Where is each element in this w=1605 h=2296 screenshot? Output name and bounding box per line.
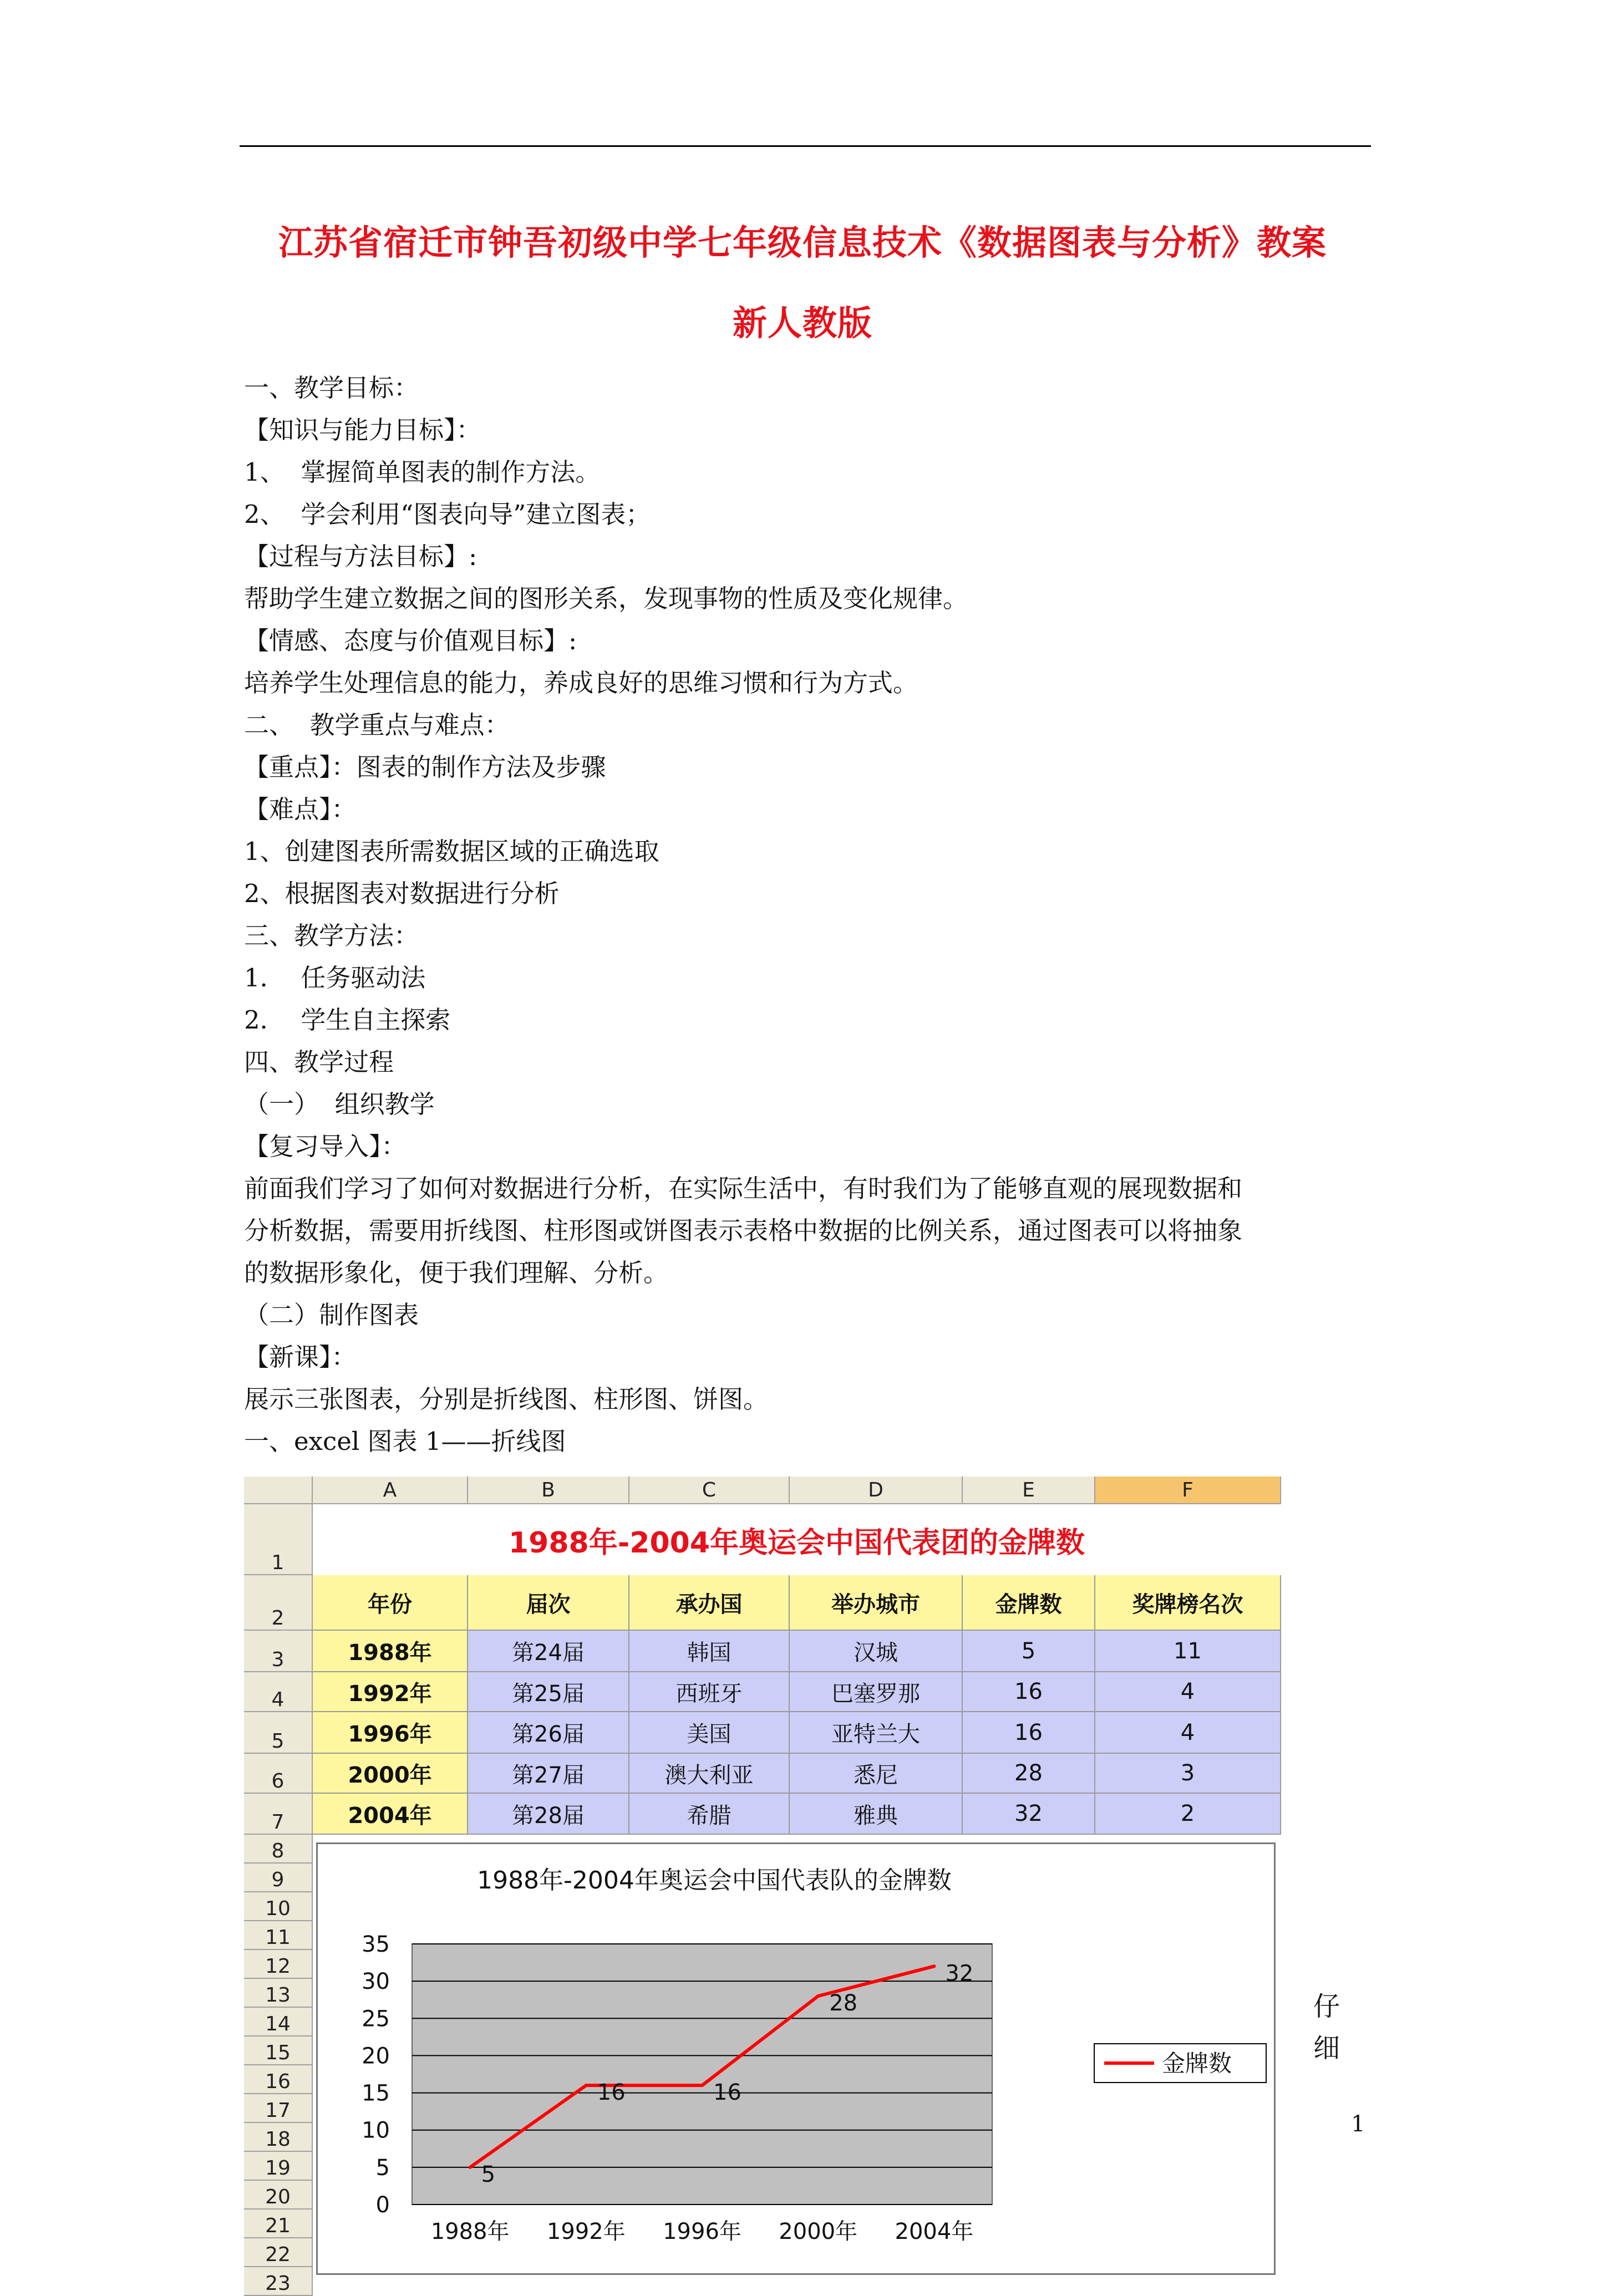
body-line: （二）制作图表 <box>244 1300 419 1330</box>
line-chart[interactable] <box>316 1842 1276 2275</box>
x-tick-label: 1992年 <box>546 2219 626 2244</box>
data-cell[interactable]: 亚特兰大 <box>790 1712 963 1754</box>
data-cell[interactable]: 16 <box>963 1712 1095 1754</box>
header-cell[interactable]: 举办城市 <box>790 1575 963 1631</box>
row-header[interactable]: 18 <box>244 2123 313 2152</box>
x-tick-label: 2004年 <box>895 2219 974 2244</box>
y-tick-label: 10 <box>362 2117 390 2144</box>
body-line: 【新课】： <box>244 1342 357 1372</box>
data-point <box>816 1994 820 1998</box>
row-header[interactable]: 17 <box>244 2094 313 2123</box>
data-cell[interactable]: 雅典 <box>790 1794 963 1835</box>
body-line: 【复习导入】： <box>244 1132 407 1161</box>
data-cell[interactable]: 2 <box>1095 1794 1281 1835</box>
data-cell[interactable]: 28 <box>963 1754 1095 1794</box>
body-line: 展示三张图表，分别是折线图、柱形图、饼图。 <box>244 1384 769 1414</box>
row-header[interactable]: 3 <box>244 1631 313 1672</box>
page-number: 1 <box>1351 2111 1365 2137</box>
row-header[interactable]: 19 <box>244 2152 313 2181</box>
row-header[interactable]: 6 <box>244 1754 313 1794</box>
data-cell[interactable]: 第27届 <box>468 1754 629 1794</box>
body-line: 2、 学会利用“图表向导”建立图表； <box>244 500 651 529</box>
row-header[interactable]: 2 <box>244 1575 313 1631</box>
body-line: 分析数据，需要用折线图、柱形图或饼图表示表格中数据的比例关系，通过图表可以将抽象 <box>244 1216 1243 1245</box>
data-cell[interactable]: 5 <box>963 1631 1095 1672</box>
data-cell[interactable]: 4 <box>1095 1672 1281 1712</box>
data-cell[interactable]: 希腊 <box>629 1794 790 1835</box>
body-line: （一） 组织教学 <box>244 1090 435 1119</box>
data-cell[interactable]: 1996年 <box>313 1712 468 1754</box>
body-line: 【难点】： <box>244 795 357 824</box>
row-header[interactable]: 10 <box>244 1892 313 1921</box>
y-tick-label: 30 <box>362 1969 390 1995</box>
row-header[interactable]: 12 <box>244 1950 313 1979</box>
data-cell[interactable]: 1992年 <box>313 1672 468 1712</box>
data-point <box>469 2166 472 2169</box>
column-header[interactable]: B <box>468 1477 629 1504</box>
header-cell[interactable]: 承办国 <box>629 1575 790 1631</box>
data-cell[interactable]: 第25届 <box>468 1672 629 1712</box>
body-line: 二、 教学重点与难点： <box>244 710 510 740</box>
header-cell[interactable]: 年份 <box>313 1575 468 1631</box>
body-line: 三、教学方法： <box>244 921 419 950</box>
header-cell[interactable]: 届次 <box>468 1575 629 1631</box>
row-header[interactable]: 15 <box>244 2037 313 2065</box>
column-header[interactable]: F <box>1095 1477 1281 1504</box>
data-point <box>585 2084 588 2087</box>
y-tick-label: 15 <box>362 2080 390 2106</box>
body-line: 四、教学过程 <box>244 1047 394 1077</box>
data-cell[interactable]: 11 <box>1095 1631 1281 1672</box>
data-cell[interactable]: 汉城 <box>790 1631 963 1672</box>
body-line: 帮助学生建立数据之间的图形关系，发现事物的性质及变化规律。 <box>244 584 968 613</box>
body-line: 的数据形象化，便于我们理解、分析。 <box>244 1258 669 1287</box>
body-line: 一、教学目标： <box>244 373 419 403</box>
data-label: 16 <box>713 2080 741 2106</box>
body-line: 1、 掌握简单图表的制作方法。 <box>244 457 601 487</box>
body-line: 2． 学生自主探索 <box>244 1005 451 1035</box>
body-line: 1． 任务驱动法 <box>244 963 426 992</box>
data-cell[interactable]: 西班牙 <box>629 1672 790 1712</box>
data-label: 32 <box>945 1961 974 1987</box>
x-tick-label: 1996年 <box>663 2219 741 2244</box>
row-header[interactable]: 20 <box>244 2181 313 2210</box>
row-header[interactable]: 22 <box>244 2238 313 2267</box>
y-tick-label: 25 <box>362 2006 390 2032</box>
chart-svg <box>318 1844 1274 2273</box>
y-tick-label: 35 <box>362 1932 390 1957</box>
column-header[interactable]: D <box>790 1477 963 1504</box>
data-cell[interactable]: 第26届 <box>468 1712 629 1754</box>
sheet-title-cell[interactable]: 1988年-2004年奥运会中国代表团的金牌数 <box>313 1504 1281 1576</box>
row-header[interactable]: 7 <box>244 1794 313 1835</box>
row-header[interactable]: 9 <box>244 1864 313 1892</box>
body-line: 2、根据图表对数据进行分析 <box>244 879 560 908</box>
data-cell[interactable]: 巴塞罗那 <box>790 1672 963 1712</box>
plot-area <box>412 1944 992 2205</box>
row-header[interactable]: 13 <box>244 1979 313 2008</box>
data-cell[interactable]: 澳大利亚 <box>629 1754 790 1794</box>
row-header[interactable]: 21 <box>244 2210 313 2238</box>
data-point <box>700 2084 704 2087</box>
data-cell[interactable]: 3 <box>1095 1754 1281 1794</box>
y-tick-label: 20 <box>362 2043 390 2069</box>
data-cell[interactable]: 第28届 <box>468 1794 629 1835</box>
row-header[interactable]: 14 <box>244 2008 313 2037</box>
header-cell[interactable]: 奖牌榜名次 <box>1095 1575 1281 1631</box>
header-rule <box>240 145 1371 147</box>
side-char: 仔 <box>1313 1991 1340 2022</box>
body-line: 前面我们学习了如何对数据进行分析，在实际生活中，有时我们为了能够直观的展现数据和 <box>244 1174 1243 1203</box>
data-cell[interactable]: 16 <box>963 1672 1095 1712</box>
row-header[interactable]: 16 <box>244 2065 313 2094</box>
body-line: 培养学生处理信息的能力，养成良好的思维习惯和行为方式。 <box>244 668 918 698</box>
row-header[interactable]: 8 <box>244 1835 313 1864</box>
side-char: 细 <box>1313 2033 1340 2064</box>
row-header[interactable]: 5 <box>244 1712 313 1754</box>
data-point <box>932 1964 936 1968</box>
data-cell[interactable]: 悉尼 <box>790 1754 963 1794</box>
data-cell[interactable]: 美国 <box>629 1712 790 1754</box>
x-tick-label: 2000年 <box>779 2219 858 2244</box>
data-cell[interactable]: 4 <box>1095 1712 1281 1754</box>
body-line: 一、excel 图表 1——折线图 <box>244 1427 566 1456</box>
document-body <box>244 367 1370 1463</box>
row-header[interactable]: 1 <box>244 1504 313 1575</box>
data-cell[interactable]: 32 <box>963 1794 1095 1835</box>
data-label: 5 <box>481 2161 496 2187</box>
data-cell[interactable]: 2004年 <box>313 1794 468 1835</box>
body-line: 【知识与能力目标】： <box>244 415 481 445</box>
header-cell[interactable]: 金牌数 <box>963 1575 1095 1631</box>
column-header[interactable]: C <box>629 1477 790 1504</box>
column-header[interactable]: E <box>963 1477 1095 1504</box>
x-tick-label: 1988年 <box>430 2219 510 2244</box>
y-tick-label: 0 <box>375 2192 390 2218</box>
body-line: 1、创建图表所需数据区域的正确选取 <box>244 837 659 866</box>
row-header[interactable]: 4 <box>244 1672 313 1712</box>
data-cell[interactable]: 第24届 <box>468 1631 629 1672</box>
y-tick-label: 5 <box>375 2155 390 2181</box>
select-all-corner[interactable] <box>244 1477 313 1504</box>
document-subtitle: 新人教版 <box>732 303 872 343</box>
data-label: 16 <box>597 2080 626 2106</box>
document-title: 江苏省宿迁市钟吾初级中学七年级信息技术《数据图表与分析》教案 <box>278 222 1327 263</box>
legend-label: 金牌数 <box>1162 2050 1232 2077</box>
row-header[interactable]: 23 <box>244 2267 313 2296</box>
body-line: 【情感、态度与价值观目标】: <box>244 626 577 655</box>
column-header[interactable]: A <box>313 1477 468 1504</box>
chart-title: 1988年-2004年奥运会中国代表队的金牌数 <box>477 1866 952 1895</box>
row-header[interactable]: 11 <box>244 1921 313 1950</box>
excel-sheet <box>244 1477 1284 2295</box>
data-cell[interactable]: 2000年 <box>313 1754 468 1794</box>
body-line: 【过程与方法目标】: <box>244 542 478 571</box>
data-cell[interactable]: 1988年 <box>313 1631 468 1672</box>
body-line: 【重点】：图表的制作方法及步骤 <box>244 752 606 782</box>
data-label: 28 <box>829 1990 858 2016</box>
data-cell[interactable]: 韩国 <box>629 1631 790 1672</box>
